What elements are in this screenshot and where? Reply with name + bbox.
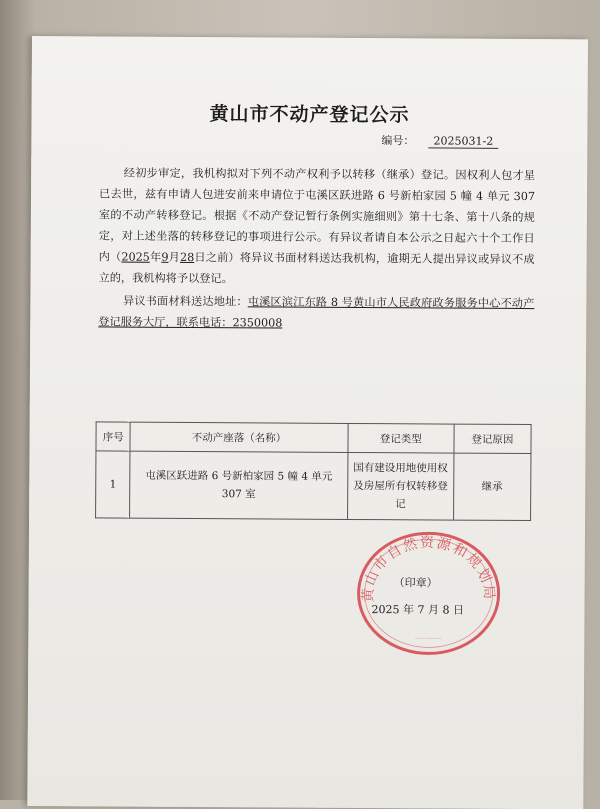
document-page (27, 36, 588, 809)
header-location: 不动产座落（名称） (130, 422, 347, 452)
paragraph-text-2: 日之前）将异议书面材料送达我机构，逾期无人提出异议或异议不成立的，我机构将予以登记。 (98, 250, 535, 286)
official-seal (351, 528, 506, 659)
address-label: 异议书面材料送达地址： (122, 294, 248, 309)
header-index: 序号 (96, 422, 131, 451)
document-number (381, 132, 498, 149)
table-row (96, 451, 531, 521)
registration-table (95, 421, 532, 521)
address-paragraph (98, 290, 534, 335)
cell-location: 屯溪区跃进路 6 号新柏家园 5 幢 4 单元 307 室 (130, 451, 348, 519)
address-value: 屯溪区滨江东路 8 号黄山市人民政府政务服务中心不动产登记服务大厅，联系电话：2350008 (98, 295, 535, 330)
cell-type: 国有建设用地使用权及房屋所有权转移登记 (347, 452, 454, 520)
header-reason: 登记原因 (454, 424, 531, 453)
svg-text:黄山市自然资源和规划局 (360, 535, 497, 604)
seal-text: 黄山市自然资源和规划局 (360, 534, 498, 603)
main-paragraph (98, 162, 535, 291)
paragraph-text-1: 经初步审定，我机构拟对下列不动产权利予以转移（继承）登记。因权利人包才星已去世，兹有申请人包进安前来申请位于屯溪区跃进路 6 号新柏家园 5 幢 4 单元 307 室的不动产转移登记。根据《不动产登记暂行条例实施细则》第十七条、第十八条的规定，对上述坐落的转移登记的事项进行公示。有异议者请自本公示之日起六十个工作日内（ (98, 166, 536, 264)
svg-text:··············: ·············· (414, 635, 442, 643)
document-date: 2025 年 7 月 8 日 (371, 603, 465, 617)
cell-reason: 继承 (453, 453, 531, 520)
deadline-month: 9 (161, 250, 169, 264)
header-type: 登记类型 (348, 423, 454, 453)
notice-body (98, 162, 535, 335)
table-header-row (96, 422, 531, 454)
number-label: 编号： (381, 134, 415, 148)
cell-index: 1 (96, 451, 131, 518)
deadline-month-unit: 月 (168, 250, 181, 264)
number-value: 2025031-2 (428, 134, 498, 148)
seal-note: （印章） (393, 576, 438, 590)
deadline-day: 28 (179, 250, 195, 264)
document-title: 黄山市不动产登记公示 (209, 103, 410, 127)
deadline-year-unit: 年 (149, 250, 162, 264)
deadline-year: 2025 (121, 250, 150, 264)
